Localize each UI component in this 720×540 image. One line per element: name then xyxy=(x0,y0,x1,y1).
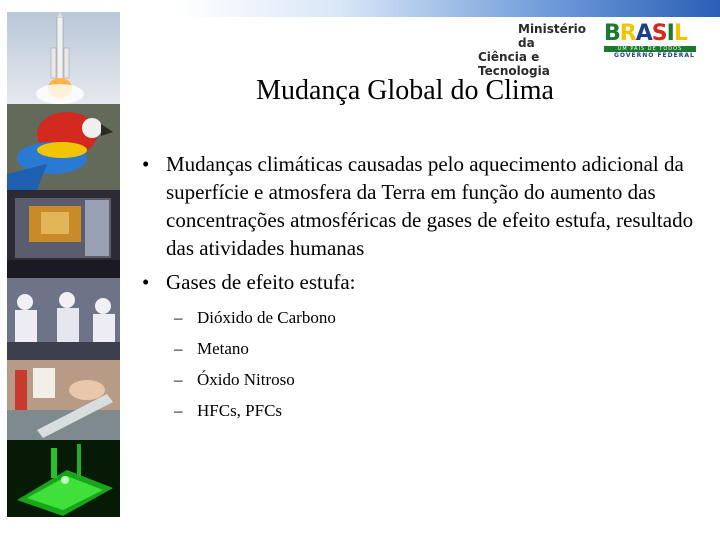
sub-item-marker: – xyxy=(174,339,183,358)
brasil-letter: S xyxy=(651,21,667,46)
laboratory-equipment-photo xyxy=(7,190,120,278)
bullet-item xyxy=(140,268,700,296)
ministry-line-1: Ministério da xyxy=(518,22,587,50)
brasil-letter: B xyxy=(604,21,620,46)
sub-item-text: Óxido Nitroso xyxy=(197,370,295,389)
lab-technicians-photo xyxy=(7,278,120,360)
sub-item-marker: – xyxy=(174,370,183,389)
brasil-wordmark xyxy=(604,22,687,46)
brasil-tagline: UM PAÍS DE TODOS xyxy=(604,46,696,52)
bullet-marker: • xyxy=(142,270,150,294)
sub-item-text: Metano xyxy=(197,339,249,358)
bullet-text: Mudanças climáticas causadas pelo aquecimento adicional da superfície e atmosfera da Terra em função do aumento das concentrações atmosféricas de gases de efeito estufa, resultado das atividades humanas xyxy=(166,152,694,260)
test-tubes-photo xyxy=(7,360,120,440)
green-laser-photo xyxy=(7,440,120,517)
sub-item xyxy=(140,302,700,333)
ministry-line-2: Ciência e Tecnologia xyxy=(478,50,550,78)
brasil-subtitle: GOVERNO FEDERAL xyxy=(614,52,695,59)
sub-item-text: Dióxido de Carbono xyxy=(197,308,336,327)
bullet-list xyxy=(140,150,700,426)
sub-item xyxy=(140,364,700,395)
header-gradient-bar xyxy=(178,0,720,17)
ministry-logo-text xyxy=(478,22,598,78)
macaw-photo xyxy=(7,104,120,190)
slide-title: Mudança Global do Clima xyxy=(256,75,554,106)
rocket-launch-photo xyxy=(7,12,120,104)
sub-item-marker: – xyxy=(174,308,183,327)
sub-item-marker: – xyxy=(174,401,183,420)
brasil-government-logo xyxy=(604,21,696,59)
bullet-item xyxy=(140,150,700,262)
brasil-letter: L xyxy=(673,21,687,46)
bullet-marker: • xyxy=(142,152,150,176)
brasil-letter: A xyxy=(635,21,652,46)
sub-item xyxy=(140,395,700,426)
sub-item xyxy=(140,333,700,364)
brasil-letter: R xyxy=(619,21,636,46)
bullet-text: Gases de efeito estufa: xyxy=(166,270,356,294)
sub-item-text: HFCs, PFCs xyxy=(197,401,283,420)
photo-column xyxy=(7,12,120,517)
brasil-letter: I xyxy=(666,21,674,46)
